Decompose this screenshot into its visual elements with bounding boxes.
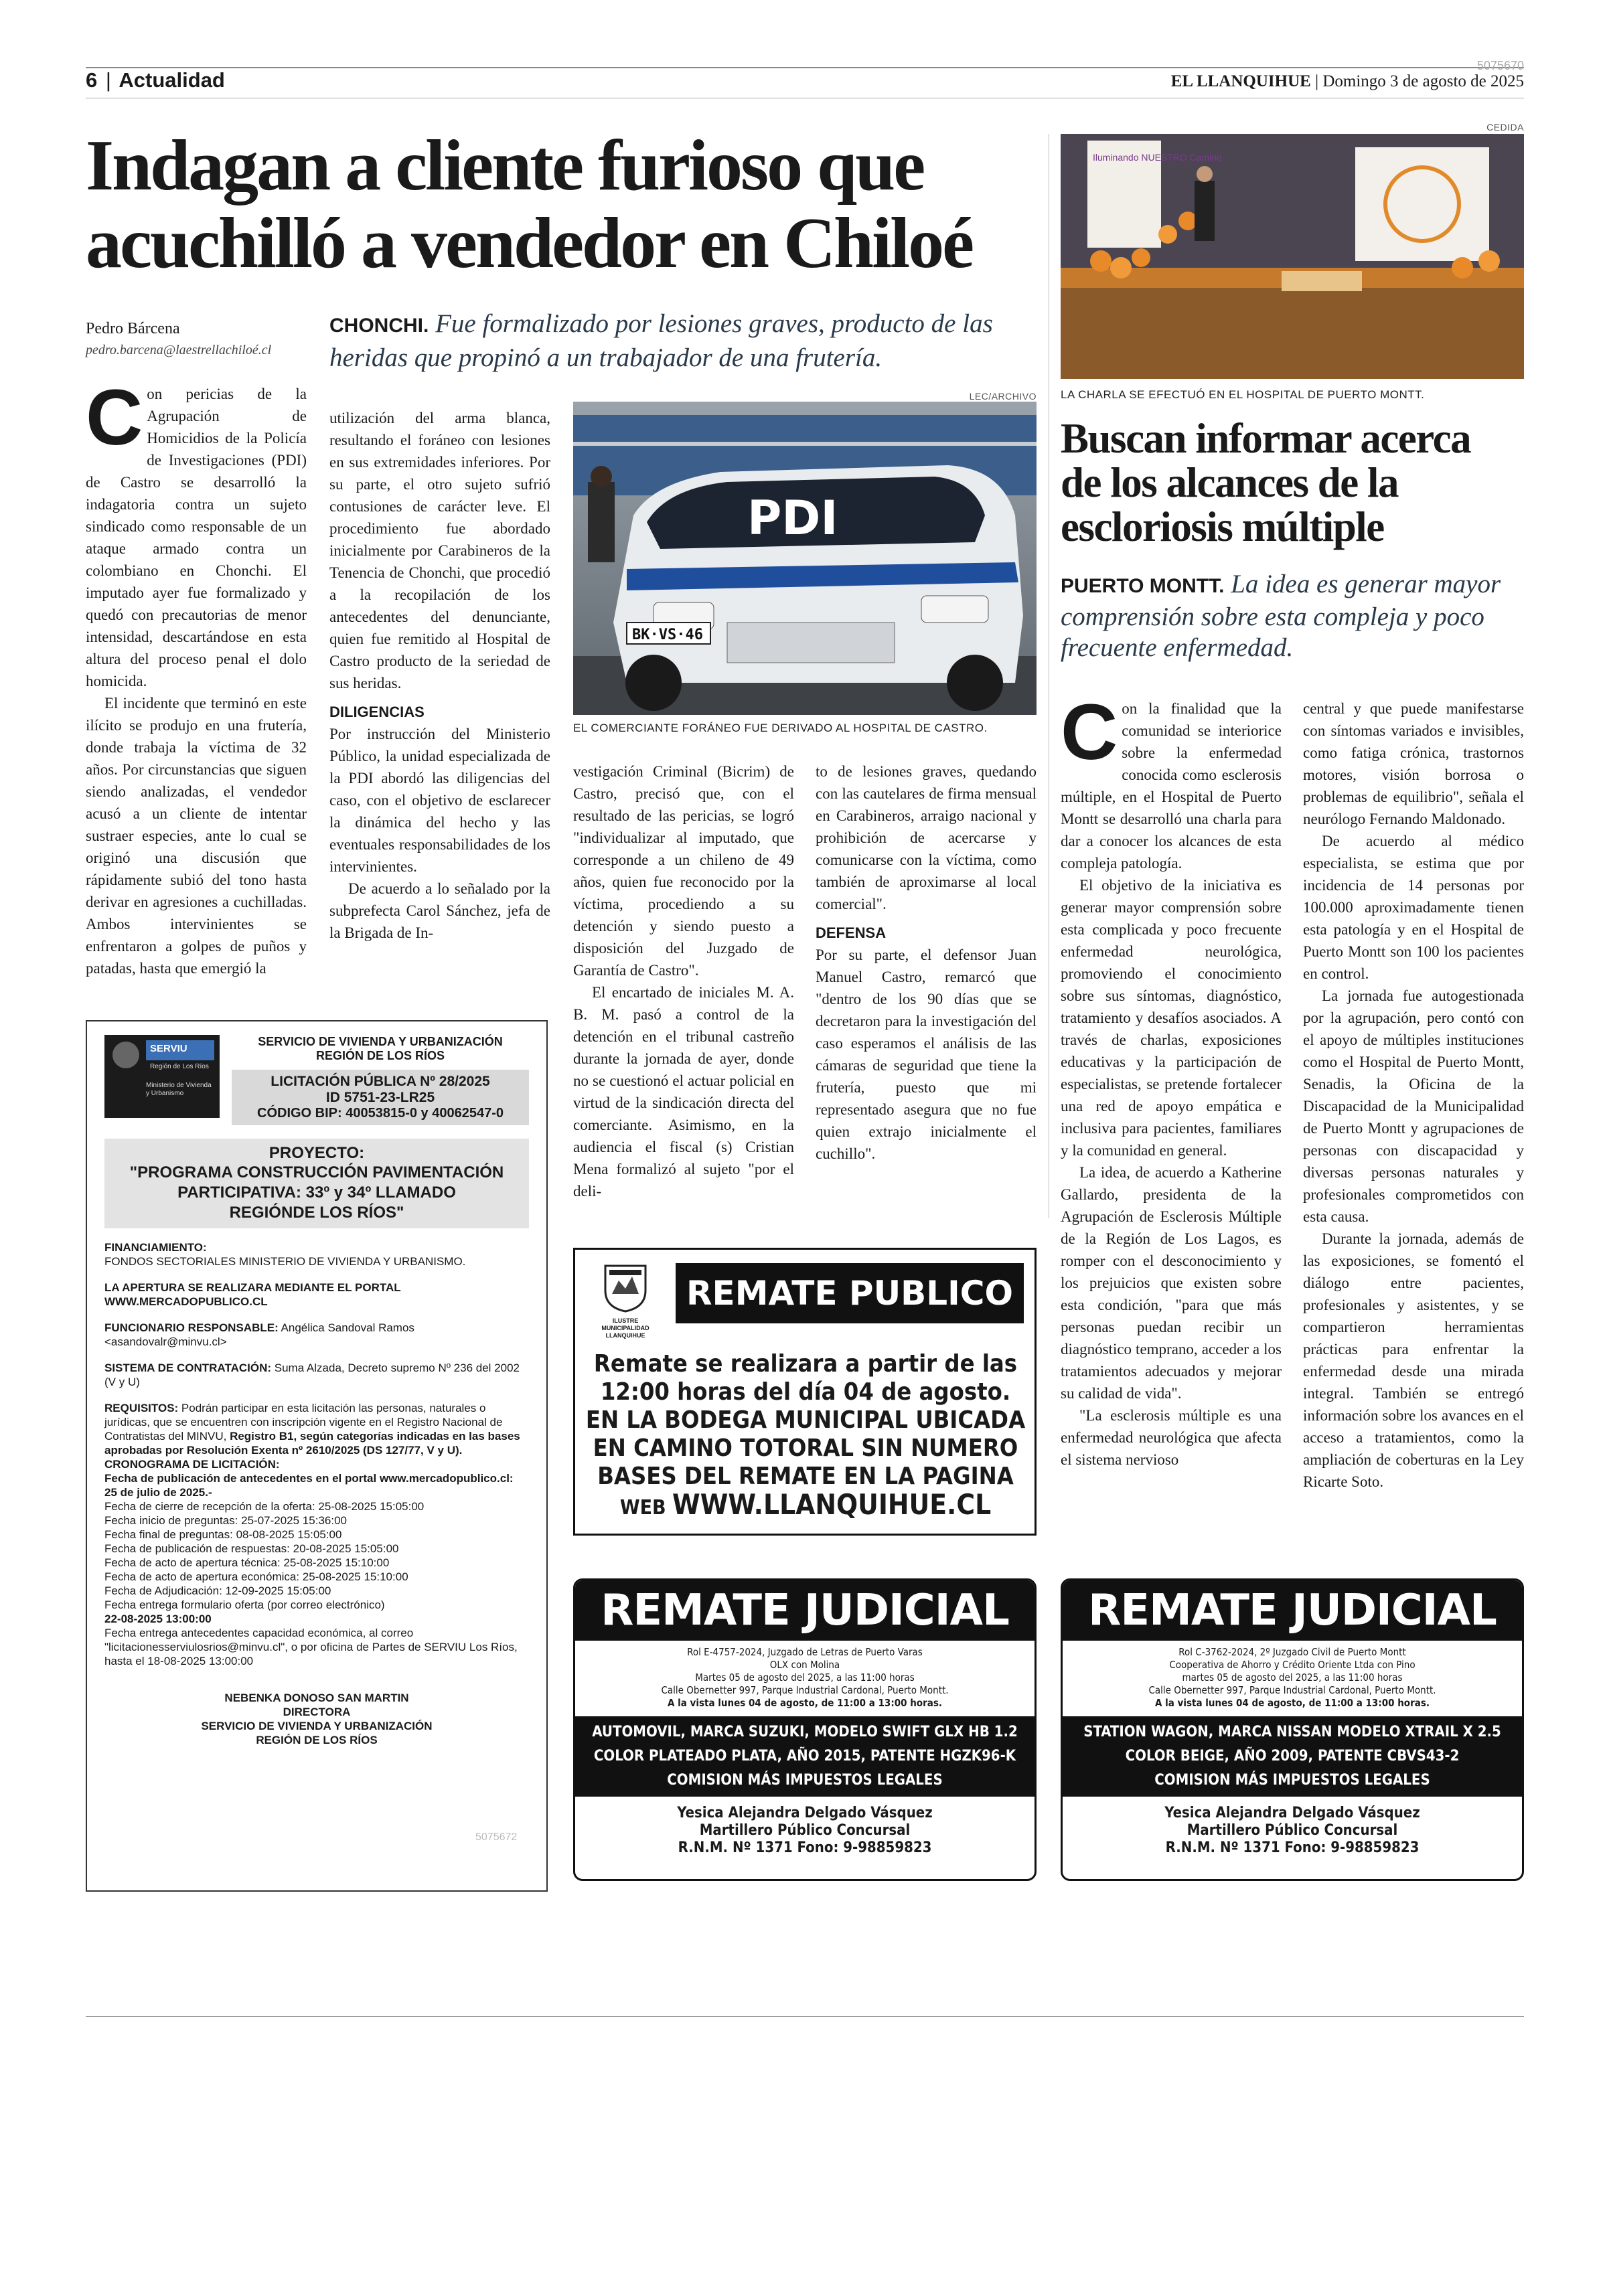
remate-judicial-2-rol: Rol C-3762-2024, 2º Juzgado Civil de Puerto Montt	[1178, 1646, 1406, 1658]
remate-judicial-1-info	[575, 1646, 1035, 1710]
footer-rule	[86, 2016, 1524, 2017]
serviu-cronograma-item: Fecha de acto de apertura económica: 25-08-2025 15:10:00	[104, 1570, 408, 1583]
remate-judicial-2-phone: R.N.M. Nº 1371 Fono: 9-98859823	[1165, 1839, 1420, 1856]
pdi-vehicle-illustration	[573, 402, 1037, 715]
page-header-right: EL LLANQUIHUE | Domingo 3 de agosto de 2025	[1170, 72, 1524, 90]
remate-publico-line3: EN LA BODEGA MUNICIPAL UBICADA	[585, 1406, 1026, 1434]
serviu-cronograma-item: Fecha de cierre de recepción de la oferta: 25-08-2025 15:05:00	[104, 1500, 425, 1513]
remate-judicial-2-info	[1063, 1646, 1522, 1710]
remate-judicial-1-phone: R.N.M. Nº 1371 Fono: 9-98859823	[678, 1839, 932, 1856]
article1-col2-paragraph1: utilización del arma blanca, resultando el foráneo con lesiones en sus extremidades inferiores. Por su parte, el otro sujeto sufrió contusiones de carácter leve. El procedimiento fue abordado inicialmente por Carabineros de la Tenencia de Chonchi, que procedió a la recopilación de los antecedentes del denunciante, quien fue remitido al Hospital de Castro producto de la seriedad de sus heridas.	[329, 410, 550, 691]
article2-col1-paragraph1: on la finalidad que la comunidad se interiorice sobre la enfermedad conocida como esclerosis múltiple, en el Hospital de Puerto Montt se desarrolló una charla para dar a conocer los alcances de esta compleja patología.	[1061, 700, 1282, 872]
article1-col2-paragraph3: De acuerdo a lo señalado por la subprefecta Carol Sánchez, jefa de la Brigada de In-	[329, 880, 550, 941]
remate-publico-line5: BASES DEL REMATE EN LA PAGINA	[597, 1463, 1014, 1490]
article2-col1-paragraph2: El objetivo de la iniciativa es generar mayor comprensión sobre esta complicada y poco frecuente enfermedad neurológica, promoviendo el conocimiento sobre sus síntomas, diagnóstico, tratamiento y desafíos asociados. A través de charlas, exposiciones educativas y la participación de especialistas, se pretende fortalecer una red de apoyo empática e inclusiva para pacientes, familiares y la comunidad en general.	[1061, 877, 1282, 1159]
serviu-cronograma-item: Fecha final de preguntas: 08-08-2025 15:05:00	[104, 1528, 342, 1541]
serviu-licitacion-ad	[86, 1020, 548, 1892]
article1-lead-place: CHONCHI.	[329, 315, 429, 337]
serviu-sistema-text: Suma Alzada, Decreto supremo Nº 236 del 2002 (V y U)	[104, 1362, 520, 1388]
article2-col2-paragraph3: La jornada fue autogestionada por la agrupación, pero contó con el apoyo de múltiples instituciones como el Hospital de Puerto Montt, Senadis, la Oficina de la Discapacidad de la Municipalidad de Puerto Montt y agrupaciones de personas con discapacidad y diversas personas naturales y profesionales comprometidos con esta causa.	[1303, 987, 1524, 1225]
serviu-proyecto-line1: "PROGRAMA CONSTRUCCIÓN PAVIMENTACIÓN	[129, 1163, 504, 1181]
serviu-proyecto-box	[104, 1139, 529, 1228]
chile-coat-of-arms-icon	[112, 1042, 139, 1068]
serviu-cronograma-item: Fecha inicio de preguntas: 25-07-2025 15:36:00	[104, 1514, 347, 1527]
article1-lead	[329, 308, 1039, 374]
article1-headline-line2: acuchilló a vendedor en Chiloé	[86, 203, 973, 283]
remate-judicial-1-vista: A la vista lunes 04 de agosto, de 11:00 a 13:00 horas.	[667, 1697, 942, 1709]
serviu-firma	[104, 1691, 529, 1747]
header-date: Domingo 3 de agosto de 2025	[1322, 72, 1524, 90]
remate-judicial-1-address: Calle Obernetter 997, Parque Industrial Cardonal, Puerto Montt.	[661, 1684, 949, 1696]
paper-name: EL LLANQUIHUE	[1170, 72, 1311, 90]
article1-subhead-defensa: DEFENSA	[816, 924, 887, 941]
article2-photo-caption: LA CHARLA SE EFECTUÓ EN EL HOSPITAL DE PUERTO MONTT.	[1061, 388, 1425, 401]
serviu-org-line1: SERVICIO DE VIVIENDA Y URBANIZACIÓN	[258, 1035, 503, 1048]
serviu-proyecto-line2: PARTICIPATIVA: 33º y 34º LLAMADO	[177, 1183, 456, 1202]
article1-column-1	[86, 374, 307, 979]
remate-judicial-1-role: Martillero Público Concursal	[699, 1822, 911, 1839]
article2-col2-paragraph2: De acuerdo al médico especialista, se estima que por incidencia de 14 personas por 100.000 aproximadamente tienen esta patología y en el Hospital de Puerto Montt son 100 los pacientes en control.	[1303, 833, 1524, 982]
remate-judicial-2-item-line1: STATION WAGON, MARCA NISSAN MODELO XTRAIL X 2.5	[1083, 1724, 1501, 1740]
serviu-apertura-portal[interactable]: WWW.MERCADOPUBLICO.CL	[104, 1295, 268, 1308]
remate-judicial-2-item	[1063, 1716, 1522, 1797]
remate-judicial-2-title: REMATE JUDICIAL	[1063, 1580, 1522, 1641]
serviu-firma-title: DIRECTORA	[283, 1706, 351, 1718]
serviu-funcionario-label: FUNCIONARIO RESPONSABLE:	[104, 1321, 279, 1334]
remate-judicial-2-vista: A la vista lunes 04 de agosto, de 11:00 a 13:00 horas.	[1154, 1697, 1430, 1709]
article1-column-4	[816, 760, 1037, 1165]
serviu-logo-name: SERVIU	[150, 1043, 187, 1054]
remate-judicial-1-item-line1: AUTOMOVIL, MARCA SUZUKI, MODELO SWIFT GLX HB 1.2	[592, 1724, 1018, 1740]
serviu-sistema-label: SISTEMA DE CONTRATACIÓN:	[104, 1362, 272, 1374]
remate-judicial-1-item-line2: COLOR PLATEADO PLATA, AÑO 2015, PATENTE HGZK96-K	[593, 1748, 1016, 1765]
remate-judicial-1-name: Yesica Alejandra Delgado Vásquez	[677, 1805, 933, 1821]
vehicle-pdi-text: PDI	[747, 491, 838, 546]
article2-column-2	[1303, 698, 1524, 1493]
article2-headline-line1: Buscan informar acerca	[1061, 415, 1471, 462]
page-header-left: 6 | Actualidad	[86, 68, 225, 92]
article1-photo-caption: EL COMERCIANTE FORÁNEO FUE DERIVADO AL HOSPITAL DE CASTRO.	[573, 722, 988, 734]
header-code: 5075670	[1476, 59, 1524, 72]
article1-headline-line1: Indagan a cliente furioso que	[86, 126, 924, 206]
serviu-firma-name: NEBENKA DONOSO SAN MARTIN	[224, 1692, 409, 1704]
remate-judicial-2-role: Martillero Público Concursal	[1187, 1822, 1398, 1839]
serviu-requisitos-label: REQUISITOS:	[104, 1402, 179, 1414]
serviu-requisitos-bold: Registro B1, según categorías indicadas en las bases aprobadas por Resolución Exenta nº 2610/2025 (DS 127/77, V y U).	[104, 1430, 520, 1457]
charla-stage-illustration	[1061, 134, 1524, 379]
article2-col2-paragraph1: central y que puede manifestarse con síntomas variados e invisibles, como fatiga crónica, trastornos motores, visión borrosa o problemas de equilibrio", señala el neurólogo Fernando Maldonado.	[1303, 700, 1524, 827]
vehicle-plate: BK·VS·46	[632, 627, 703, 643]
remate-judicial-1-title: REMATE JUDICIAL	[575, 1580, 1035, 1641]
article1-headline	[86, 127, 1037, 282]
serviu-apertura-line1: LA APERTURA SE REALIZARA MEDIANTE EL PORTAL	[104, 1281, 401, 1294]
serviu-proyecto-line3: REGIÓNDE LOS RÍOS"	[229, 1204, 404, 1222]
remate-judicial-2-parties: Cooperativa de Ahorro y Crédito Oriente Ltda con Pino	[1169, 1659, 1415, 1671]
serviu-cronograma-item: Fecha entrega formulario oferta (por correo electrónico)	[104, 1598, 385, 1611]
remate-publico-line4: EN CAMINO TOTORAL SIN NUMERO	[593, 1434, 1018, 1462]
page-number: 6	[86, 68, 98, 92]
remate-publico-web-label: WEB	[619, 1496, 673, 1520]
remate-judicial-1-parties: OLX con Molina	[769, 1659, 840, 1671]
serviu-logo-sub: Región de Los Ríos	[150, 1063, 209, 1070]
article2-lead	[1061, 569, 1524, 663]
serviu-cronograma-item: Fecha de Adjudicación: 12-09-2025 15:05:00	[104, 1584, 331, 1597]
article1-author-email[interactable]: pedro.barcena@laestrellachiloé.cl	[86, 343, 272, 357]
remate-judicial-2-item-line2: COLOR BEIGE, AÑO 2009, PATENTE CBVS43-2	[1125, 1748, 1460, 1765]
article1-lead-text: Fue formalizado por lesiones graves, producto de las heridas que propinó a un trabajador de una frutería.	[329, 309, 993, 372]
article2-column-1	[1061, 688, 1282, 1471]
remate-judicial-2-name: Yesica Alejandra Delgado Vásquez	[1164, 1805, 1420, 1821]
serviu-financiamiento-label: FINANCIAMIENTO:	[104, 1241, 207, 1254]
serviu-ad-code: 5075672	[475, 1831, 518, 1843]
remate-judicial-2-address: Calle Obernetter 997, Parque Industrial Cardonal, Puerto Montt.	[1148, 1684, 1436, 1696]
serviu-codigo-bip: CÓDIGO BIP: 40053815-0 y 40062547-0	[257, 1106, 504, 1121]
article1-author: Pedro Bárcena	[86, 320, 180, 337]
header-top-rule	[86, 67, 1524, 68]
remate-publico-body	[582, 1350, 1029, 1522]
serviu-cronograma-item: 22-08-2025 13:00:00	[104, 1613, 212, 1625]
article1-column-3	[573, 760, 794, 1202]
serviu-proyecto-label: PROYECTO:	[269, 1144, 365, 1162]
remate-judicial-ad-2	[1061, 1578, 1524, 1881]
remate-judicial-1-item-line3: COMISION MÁS IMPUESTOS LEGALES	[667, 1772, 943, 1789]
serviu-cronograma-item: Fecha de publicación de antecedentes en el portal www.mercadopublico.cl: 25 de julio de 2025.-	[104, 1472, 514, 1499]
serviu-requisitos-text: Podrán participar en esta licitación las personas, naturales o jurídicas, que se encuentren con inscripción vigente en el Registro Nacional de Contratistas del MINVU,	[104, 1402, 503, 1443]
remate-judicial-2-item-line3: COMISION MÁS IMPUESTOS LEGALES	[1154, 1772, 1430, 1789]
serviu-cronograma-item: Fecha entrega antecedentes capacidad económica, al correo "licitacionesserviulosrios@minvu.cl", o por oficina de Partes de SERVIU Los Ríos, hasta el 18-08-2025 13:00:00	[104, 1627, 518, 1667]
section-name: Actualidad	[119, 68, 225, 92]
serviu-firma-org: SERVICIO DE VIVIENDA Y URBANIZACIÓN	[201, 1720, 433, 1732]
article1-col1-paragraph2: El incidente que terminó en este ilícito se produjo en una frutería, donde trabaja la víctima de 32 años. Por circunstancias que siguen siendo analizadas, el vendedor acusó a un cliente de intentar sustraer especies, ante lo cual se originó una discusión que rápidamente subió del tono hasta derivar en agresiones a cuchilladas. Ambos intervinientes se enfrentaron a golpes de puños y patadas, hasta que emergió la	[86, 695, 307, 977]
remate-judicial-1-rol: Rol E-4757-2024, Juzgado de Letras de Puerto Varas	[687, 1646, 923, 1658]
article2-dropcap: C	[1061, 688, 1118, 776]
banner-text: Iluminando NUESTRO Camino	[1093, 152, 1222, 163]
serviu-cronograma-item: Fecha de publicación de respuestas: 20-08-2025 15:05:00	[104, 1542, 399, 1555]
article1-col2-paragraph2: Por instrucción del Ministerio Público, la unidad especializada de la PDI abordó las diligencias del caso, con el objetivo de esclarecer la dinámica del hecho y las eventuales responsabilidades de los intervinientes.	[329, 726, 550, 875]
article2-lead-place: PUERTO MONTT.	[1061, 575, 1225, 597]
article2-lead-text: La idea es generar mayor comprensión sobre esta compleja y poco frecuente enfermedad.	[1061, 570, 1501, 662]
remate-publico-ad	[573, 1248, 1037, 1536]
remate-publico-line2: 12:00 horas del día 04 de agosto.	[600, 1378, 1011, 1406]
serviu-cronograma-item: Fecha de acto de apertura técnica: 25-08-2025 15:10:00	[104, 1556, 390, 1569]
remate-judicial-2-date: martes 05 de agosto del 2025, a las 11:00 horas	[1182, 1671, 1403, 1684]
remate-judicial-1-item	[575, 1716, 1035, 1797]
serviu-financiamiento-text: FONDOS SECTORIALES MINISTERIO DE VIVIENDA Y URBANISMO.	[104, 1255, 466, 1268]
serviu-cronograma-label: CRONOGRAMA DE LICITACIÓN:	[104, 1458, 280, 1471]
article2-headline-line3: escloriosis múltiple	[1061, 503, 1384, 550]
serviu-licitacion-number: LICITACIÓN PÚBLICA Nº 28/2025	[271, 1074, 490, 1089]
serviu-org-line2: REGIÓN DE LOS RÍOS	[315, 1049, 445, 1062]
article1-col3-paragraph1: vestigación Criminal (Bicrim) de Castro, precisó que, con el resultado de las pericias, se logró "individualizar al imputado, que corresponde a un chileno de 49 años, quien fue reconocido por la víctima, procediendo a su detención y siendo puesto a disposición del Juzgado de Garantía de Castro".	[573, 763, 794, 979]
remate-publico-url[interactable]: WWW.LLANQUIHUE.CL	[672, 1488, 992, 1521]
article2-headline	[1061, 416, 1524, 549]
article2-col1-paragraph4: "La esclerosis múltiple es una enfermedad neurológica que afecta el sistema nervioso	[1061, 1407, 1282, 1468]
article1-column-2	[329, 407, 550, 944]
article2-photo-credit: CEDIDA	[1486, 122, 1524, 133]
remate-judicial-1-martillero	[575, 1805, 1035, 1857]
serviu-funcionario-name: Angélica Sandoval Ramos	[278, 1321, 414, 1334]
serviu-logo	[104, 1035, 220, 1118]
article2-col1-paragraph3: La idea, de acuerdo a Katherine Gallardo, presidenta de la Agrupación de Esclerosis Múltiple de la Región de Los Lagos, es romper con el desconocimiento y los prejuicios que existen sobre esta condición, "para que más personas puedan recibir un diagnóstico temprano, acceder a los tratamientos adecuados y mejorar su calidad de vida".	[1061, 1164, 1282, 1402]
llanquihue-municipal-logo	[589, 1260, 662, 1339]
article1-dropcap: C	[86, 374, 143, 462]
serviu-details	[104, 1240, 529, 1668]
article2-headline-line2: de los alcances de la	[1061, 459, 1398, 506]
article1-col4-paragraph2: Por su parte, el defensor Juan Manuel Castro, remarcó que "dentro de los 90 días que se decretaron para la investigación del caso esperamos el análisis de las cámaras de seguridad que tiene la frutería, puesto que mi representado asegura que no fue quien extrajo inicialmente el cuchillo".	[816, 947, 1037, 1162]
municipal-logo-text: ILUSTRE MUNICIPALIDAD LLANQUIHUE	[601, 1317, 649, 1339]
remate-judicial-ad-1	[573, 1578, 1037, 1881]
remate-publico-title: REMATE PUBLICO	[676, 1263, 1024, 1323]
serviu-ministry: Ministerio de Vivienda y Urbanismo	[146, 1082, 212, 1097]
remate-judicial-2-martillero	[1063, 1805, 1522, 1857]
remate-judicial-1-date: Martes 05 de agosto del 2025, a las 11:00 horas	[695, 1671, 915, 1684]
article2-photo	[1061, 134, 1524, 379]
article1-photo	[573, 402, 1037, 715]
serviu-funcionario-email[interactable]: <asandovalr@minvu.cl>	[104, 1335, 227, 1348]
article1-col1-paragraph1: on pericias de la Agrupación de Homicidios de la Policía de Investigaciones (PDI) de Castro se desarrolló la indagatoria contra un sujeto sindicado como responsable de un ataque armado contra un colombiano en Chonchi. El imputado ayer fue formalizado y quedó con precautorias de menor intensidad, descartándose en esta altura del proceso penal el dolo homicida.	[86, 386, 307, 689]
article1-photo-credit: LEC/ARCHIVO	[969, 391, 1037, 402]
municipal-shield-icon	[599, 1260, 652, 1314]
serviu-licitacion-id: ID 5751-23-LR25	[325, 1090, 435, 1105]
remate-publico-line1: Remate se realizara a partir de las	[593, 1350, 1018, 1378]
article1-col4-paragraph1: to de lesiones graves, quedando con las cautelares de firma mensual en Carabineros, arraigo nacional y prohibición de acercarse y comunicarse con la víctima, como también de aproximarse al local comercial".	[816, 763, 1037, 912]
article1-col3-paragraph2: El encartado de iniciales M. A. B. M. pasó a control de la detención en el tribunal castreño durante la jornada de ayer, donde no se cuestionó el actuar policial en virtud de la sindicación directa del comerciante. Asimismo, en la audiencia el fiscal (s) Cristian Mena formalizó al sujeto "por el deli-	[573, 984, 794, 1200]
serviu-firma-region: REGIÓN DE LOS RÍOS	[256, 1734, 378, 1746]
article2-col2-paragraph4: Durante la jornada, además de las exposiciones, se fomentó el diálogo entre pacientes, profesionales y asistentes, y se compartieron herramientas prácticas para enfrentar la enfermedad desde una mirada integral. También se entregó información sobre los avances en el acceso a tratamientos, como la ampliación de coberturas en la Ley Ricarte Soto.	[1303, 1230, 1524, 1490]
article1-subhead-diligencias: DILIGENCIAS	[329, 704, 425, 720]
